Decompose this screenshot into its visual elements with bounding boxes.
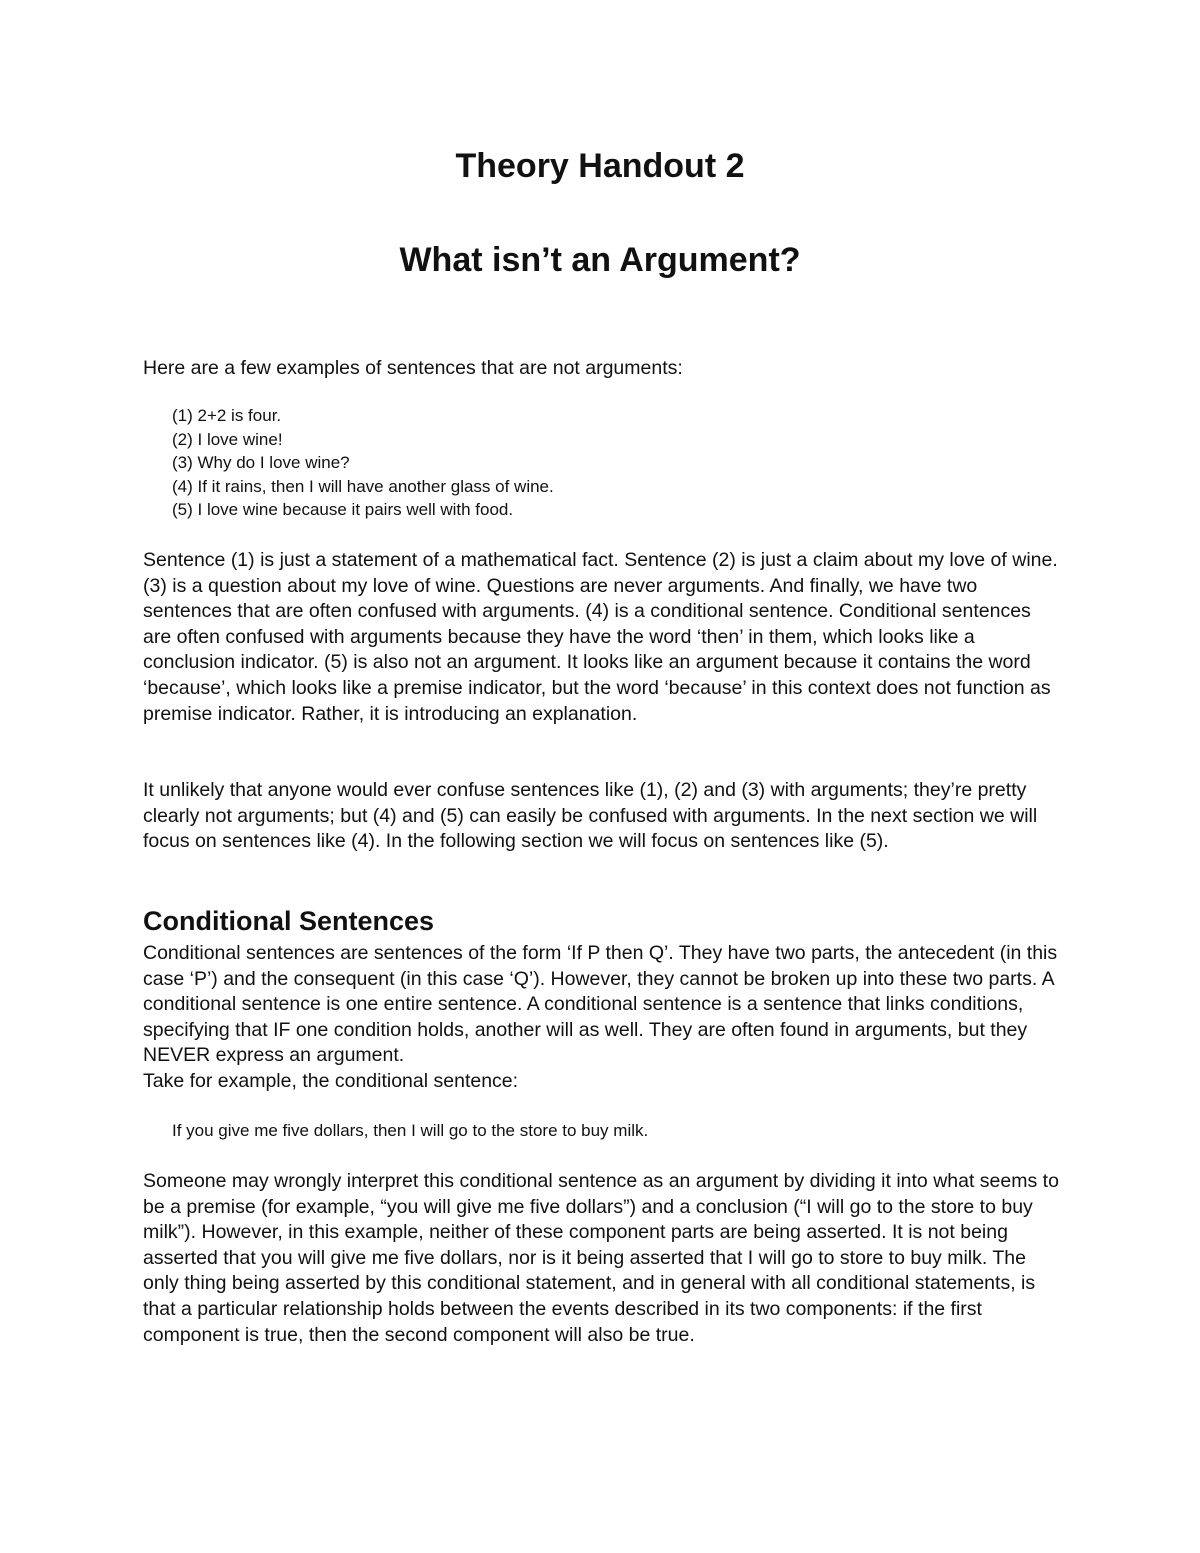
document-title: Theory Handout 2 (455, 147, 745, 185)
example-lead-in: Take for example, the conditional sentence: (143, 1069, 519, 1092)
section-heading: Conditional Sentences (143, 906, 435, 936)
misinterpretation-paragraph: Someone may wrongly interpret this conditional sentence as an argument by dividing it into what seems to be a premise (for example, “you will give me five dollars”) and a conclusion (“I will go to the store to buy milk”). However, in this example, neither of these component parts are being asserted. It is not being asserted that you will give me five dollars, nor is it being asserted that I will go to store to buy milk. The only thing being asserted by this conditional statement, and in general with all conditional statements, is that a particular relationship holds between the events described in its two components: if the first component is true, then the second component will also be true. (143, 1170, 1059, 1346)
confusion-paragraph: It unlikely that anyone would ever confuse sentences like (1), (2) and (3) with arguments; they’re pretty clearly not arguments; but (4) and (5) can easily be confused with arguments. In the next section we will focus on sentences like (4). In the following section we will focus on sentences like (5). (143, 779, 1038, 853)
explanation-paragraph: Sentence (1) is just a statement of a mathematical fact. Sentence (2) is just a claim about my love of wine. (3) is a question about my love of wine. Questions are never arguments. And finally, we have two sentences that are often confused with arguments. (4) is a conditional sentence. Conditional sentences are often confused with arguments because they have the word ‘then’ in them, which looks like a conclusion indicator. (5) is also not an argument. It looks like an argument because it contains the word ‘because’, which looks like a premise indicator, but the word ‘because’ in this context does not function as premise indicator. Rather, it is introducing an explanation. (143, 549, 1058, 725)
list-item: (4) If it rains, then I will have another glass of wine. (172, 476, 554, 496)
list-item: (3) Why do I love wine? (172, 453, 350, 472)
conditional-definition-text: Conditional sentences are sentences of the form ‘If P then Q’. They have two parts, the antecedent (in this case ‘P’) and the consequent (in this case ‘Q’). However, they cannot be broken up into these two parts. A conditional sentence is one entire sentence. A conditional sentence is a sentence that links conditions, specifying that IF one condition holds, another will as well. They are often found in arguments, but they NEVER express an argument. (143, 942, 1058, 1067)
list-item: (5) I love wine because it pairs well with food. (172, 500, 514, 519)
list-item: (1) 2+2 is four. (172, 406, 282, 425)
example-conditional-sentence: If you give me five dollars, then I will go to the store to buy milk. (172, 1121, 649, 1140)
intro-paragraph: Here are a few examples of sentences that are not arguments: (143, 357, 683, 379)
document-subtitle: What isn’t an Argument? (399, 241, 801, 279)
examples-list (172, 404, 554, 522)
list-item: (2) I love wine! (172, 429, 283, 449)
conditional-definition-paragraph (143, 941, 1063, 1095)
